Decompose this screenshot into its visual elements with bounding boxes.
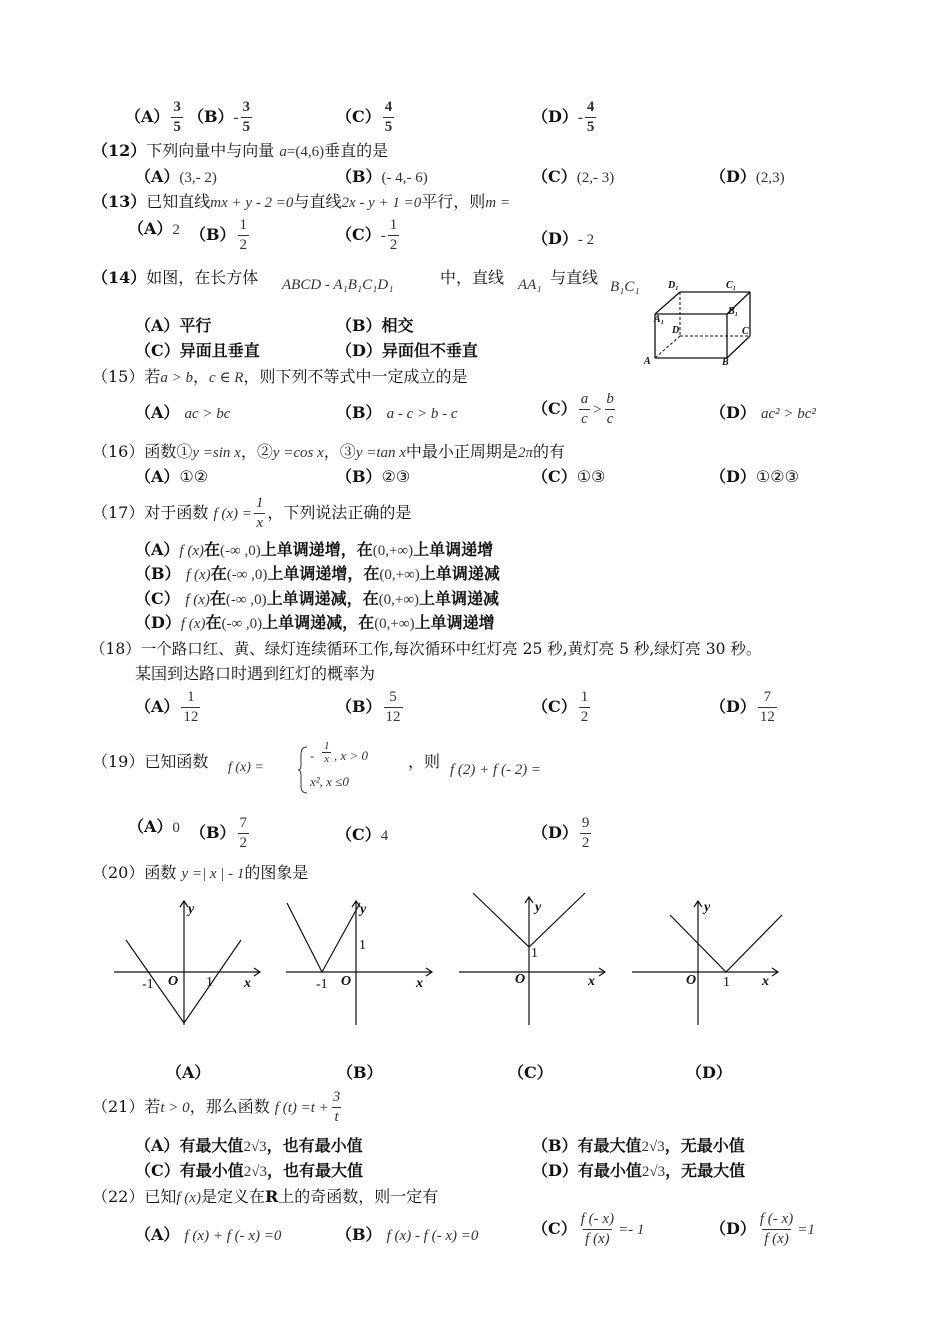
q13-option-c: （C）- $\frac{1}{2}$: [336, 217, 398, 253]
q19-option-d: （D） $\frac{9}{2}$: [532, 815, 590, 851]
q17-stem: （17）对于函数 f (x) = $\frac{1}{x}$ ，下列说法正确的是: [92, 495, 412, 531]
q12-stem: （12）下列向量中与向量 a=(4,6)垂直的是: [92, 141, 389, 160]
svg-text:y: y: [360, 902, 367, 917]
q21-option-a: （A）有最大值2√3，也有最小值: [135, 1136, 363, 1155]
q12-option-d: （D）(2,3): [710, 167, 785, 186]
q22-option-d: （D） $\frac{f (- x)}{f (x)}$ =1: [710, 1211, 815, 1247]
svg-text:1: 1: [723, 975, 730, 990]
q12-option-b: （B）(- 4,- 6): [336, 167, 428, 186]
graph-a-label: （A）: [166, 1063, 211, 1082]
q14-solid-name: ABCD - A₁B₁C₁D₁: [282, 277, 394, 293]
q15-option-b: （B） a - c > b - c: [336, 403, 458, 422]
q14-option-b: （B）相交: [336, 316, 414, 335]
svg-text:-1: -1: [316, 977, 328, 992]
q11-option-c: （C） $\frac{4}{5}$: [336, 99, 393, 135]
q11-a-fraction: $\frac{3}{5}$: [173, 99, 181, 135]
q11-d-fraction: $\frac{4}{5}$: [586, 99, 595, 135]
svg-text:x: x: [416, 976, 423, 991]
q21-option-b: （B）有最大值2√3，无最小值: [532, 1136, 745, 1155]
q18-option-a: （A） $\frac{1}{12}$: [135, 689, 199, 725]
q17-option-c: （C） f (x)在(-∞ ,0)上单调递减，在(0,+∞)上单调递减: [135, 589, 500, 608]
q18-stem-line2: 某国到达路口时遇到红灯的概率为: [135, 664, 376, 683]
vertex-a1: A₁: [654, 314, 665, 325]
q18-stem-line1: （18）一个路口红、黄、绿灯连续循环工作,每次循环中红灯亮 25 秒,黄灯亮 5 秒,绿灯亮 30 秒。: [90, 640, 762, 658]
svg-text:y: y: [704, 900, 711, 915]
q16-option-b: （B）②③: [336, 467, 411, 486]
q22-option-a: （A） f (x) + f (- x) =0: [135, 1225, 282, 1244]
q11-b-fraction: $\frac{3}{5}$: [242, 99, 251, 135]
q15-option-c: （C） $\frac{a}{c}$ > $\frac{b}{c}$: [532, 391, 614, 427]
q21-stem: （21）若t > 0，那么函数 f (t) =t + $\frac{3}{t}$: [92, 1089, 341, 1125]
q19-stem-a: （19）已知函数: [92, 752, 209, 771]
q12-option-c: （C）(2,- 3): [532, 167, 615, 186]
q18-option-c: （C） $\frac{1}{2}$: [532, 689, 589, 725]
q19-piecewise: f (x) = - $\frac{1}{x}$ , x > 0 x², x ≤0: [228, 742, 428, 798]
graph-b-label: （B）: [337, 1063, 383, 1082]
svg-text:O: O: [341, 974, 352, 989]
q15-stem: （15）若a > b，c ∈ R，则下列不等式中一定成立的是: [92, 367, 468, 386]
q22-stem: （22）已知f (x)是定义在R上的奇函数，则一定有: [92, 1187, 439, 1206]
q12-option-a: （A）(3,- 2): [135, 167, 217, 186]
q17-option-a: （A）f (x)在(-∞ ,0)上单调递增，在(0,+∞)上单调递增: [135, 540, 494, 559]
graph-d: [628, 895, 788, 1035]
graph-d-label: （D）: [686, 1063, 732, 1082]
q13-option-b: （B） $\frac{1}{2}$: [190, 217, 248, 253]
q19-option-a: （A）0: [128, 817, 180, 836]
q14-stem-b: 中，直线: [440, 268, 505, 287]
vertex-d1: D₁: [668, 280, 679, 291]
q14-line1: AA₁: [518, 277, 542, 293]
q15-option-a: （A） ac > bc: [135, 403, 231, 422]
svg-text:1: 1: [531, 946, 538, 961]
q14-option-c: （C）异面且垂直: [135, 341, 260, 360]
q16-option-a: （A）①②: [135, 467, 209, 486]
svg-text:x: x: [588, 974, 595, 989]
vertex-d: D: [672, 325, 680, 336]
svg-text:O: O: [168, 974, 179, 989]
vertex-a: A: [644, 356, 651, 367]
svg-text:x: x: [244, 976, 251, 991]
q11-option-a: （A） $\frac{3}{5}$: [125, 99, 181, 135]
q11-option-d: （D）- $\frac{4}{5}$: [532, 99, 595, 135]
vertex-c1: C₁: [726, 280, 737, 291]
graph-c-label: （C）: [508, 1063, 553, 1082]
svg-text:y: y: [535, 900, 542, 915]
q13-option-d: （D）- 2: [532, 229, 595, 248]
q21-option-c: （C）有最小值2√3，也有最大值: [135, 1161, 364, 1180]
q22-option-b: （B） f (x) - f (- x) =0: [336, 1225, 479, 1244]
q14-stem: （14）如图，在长方体: [92, 268, 259, 287]
q19-stem-b: ，则: [408, 752, 441, 771]
svg-text:-1: -1: [142, 977, 154, 992]
q18-option-d: （D） $\frac{7}{12}$: [710, 689, 775, 725]
left-brace-icon: [298, 746, 308, 794]
q17-option-b: （B） f (x)在(-∞ ,0)上单调递增，在(0,+∞)上单调递减: [135, 564, 500, 583]
q20-stem: （20）函数 y =| x | - 1的图象是: [92, 863, 309, 882]
vertex-c: C: [742, 326, 749, 337]
cuboid-figure: [640, 276, 760, 371]
svg-text:y: y: [188, 902, 195, 917]
vertex-b1: B₁: [728, 306, 739, 317]
q16-option-c: （C）①③: [532, 467, 606, 486]
q16-option-d: （D）①②③: [710, 467, 799, 486]
q19-expression: f (2) + f (- 2) =: [450, 762, 542, 778]
q19-option-c: （C）4: [336, 825, 389, 844]
q19-option-b: （B） $\frac{7}{2}$: [190, 815, 248, 851]
q14-option-d: （D）异面但不垂直: [336, 341, 478, 360]
q14-option-a: （A）平行: [135, 316, 212, 335]
q13-option-a: （A）2: [128, 219, 180, 238]
q11-c-fraction: $\frac{4}{5}$: [384, 99, 393, 135]
graph-a: [110, 895, 270, 1035]
q18-option-b: （B） $\frac{5}{12}$: [336, 689, 401, 725]
q21-option-d: （D）有最小值2√3，无最大值: [532, 1161, 746, 1180]
graph-b: [282, 895, 442, 1035]
q14-stem-c: 与直线: [550, 268, 599, 287]
q11-option-b: （B）- $\frac{3}{5}$: [188, 99, 251, 135]
q17-option-d: （D）f (x)在(-∞ ,0)上单调递减，在(0,+∞)上单调递增: [135, 613, 495, 632]
q16-stem: （16）函数①y =sin x，②y =cos x，③y =tan x中最小正周期是2π的有: [92, 442, 565, 461]
svg-text:x: x: [762, 974, 769, 989]
svg-text:O: O: [686, 973, 697, 988]
svg-text:1: 1: [206, 975, 213, 990]
svg-text:O: O: [515, 972, 526, 987]
q13-stem: （13）已知直线mx + y - 2 =0与直线2x - y + 1 =0平行，则m =: [92, 192, 510, 211]
q14-line2: B₁C₁: [610, 279, 640, 295]
svg-text:1: 1: [359, 938, 366, 953]
q15-option-d: （D） ac² > bc²: [710, 403, 816, 422]
graph-c: [455, 885, 615, 1035]
vertex-b: B: [722, 357, 729, 368]
q22-option-c: （C） $\frac{f (- x)}{f (x)}$ =- 1: [532, 1211, 645, 1247]
